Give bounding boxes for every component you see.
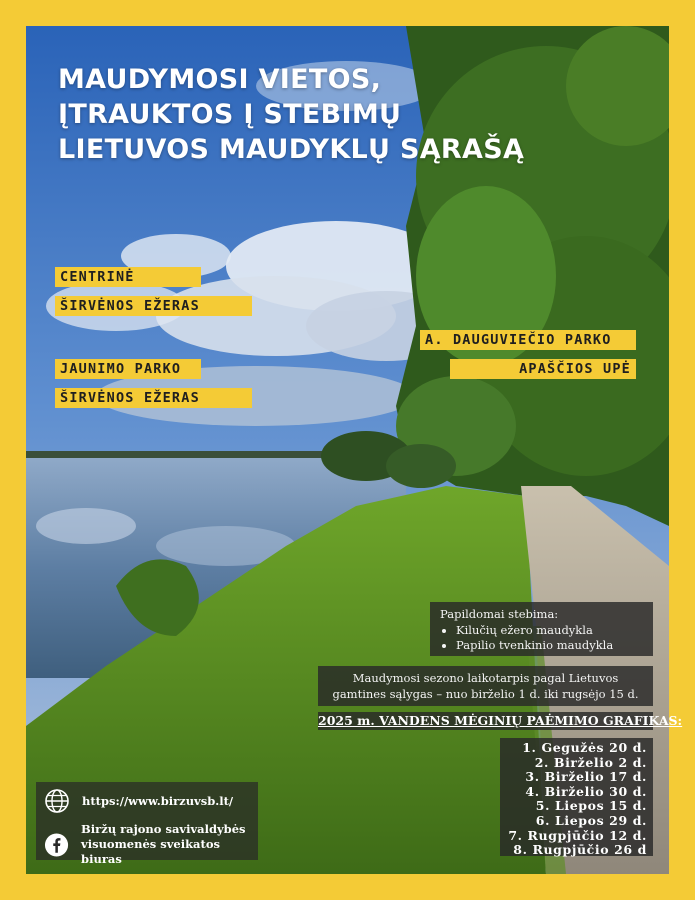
season-line-2: gamtines sąlygas – nuo birželio 1 d. iki rugsėjo 15 d. — [332, 687, 639, 701]
organization-name — [81, 822, 258, 867]
list-item: 8. Rugpjūčio 26 d — [513, 842, 647, 858]
list-item: • Papilio tvenkinio maudykla — [456, 638, 643, 653]
list-item: • Kilučių ežero maudykla — [456, 623, 643, 638]
title-line-2: ĮTRAUKTOS Į STEBIMŲ — [58, 99, 402, 130]
season-box — [318, 666, 653, 706]
tag-centrine: CENTRINĖ — [55, 267, 201, 287]
website-link[interactable]: https://www.birzuvsb.lt/ — [82, 793, 234, 808]
extra-monitoring-box — [430, 602, 653, 656]
facebook-icon[interactable] — [44, 832, 69, 858]
list-item: 3. Birželio 17 d. — [525, 769, 647, 785]
extra-list — [440, 623, 643, 653]
organization-line-2: visuomenės sveikatos biuras — [81, 837, 220, 866]
tag-jaunimo-parko: JAUNIMO PARKO — [55, 359, 201, 379]
title-line-3: LIETUVOS MAUDYKLŲ SĄRAŠĄ — [58, 134, 525, 165]
list-item: 1. Gegužės 20 d. — [522, 740, 647, 755]
organization-row — [44, 822, 258, 867]
list-item: 6. Liepos 29 d. — [535, 812, 647, 828]
globe-icon — [44, 788, 70, 814]
list-item: 4. Birželio 30 d. — [525, 783, 647, 799]
season-line-1: Maudymosi sezono laikotarpis pagal Lietuvos — [352, 671, 619, 685]
website-row[interactable] — [44, 788, 233, 814]
tag-sirvenos-2: ŠIRVĖNOS EŽERAS — [55, 388, 252, 408]
page-title — [58, 62, 578, 167]
schedule-list — [500, 738, 653, 856]
extra-heading: Papildomai stebima: — [440, 607, 559, 621]
list-item: 7. Rugpjūčio 12 d. — [508, 827, 647, 843]
list-item: 5. Liepos 15 d. — [535, 798, 647, 814]
tag-apascios-upe: APAŠČIOS UPĖ — [450, 359, 636, 379]
tag-sirvenos-1: ŠIRVĖNOS EŽERAS — [55, 296, 252, 316]
footer-box — [36, 782, 258, 866]
organization-line-1: Biržų rajono savivaldybės — [81, 822, 246, 836]
title-line-1: MAUDYMOSI VIETOS, — [58, 64, 382, 95]
tag-dauguvietio-parko: A. DAUGUVIEČIO PARKO — [420, 330, 636, 350]
list-item: 2. Birželio 2 d. — [534, 754, 647, 770]
schedule-title: 2025 m. VANDENS MĖGINIŲ PAĖMIMO GRAFIKAS: — [318, 713, 683, 728]
